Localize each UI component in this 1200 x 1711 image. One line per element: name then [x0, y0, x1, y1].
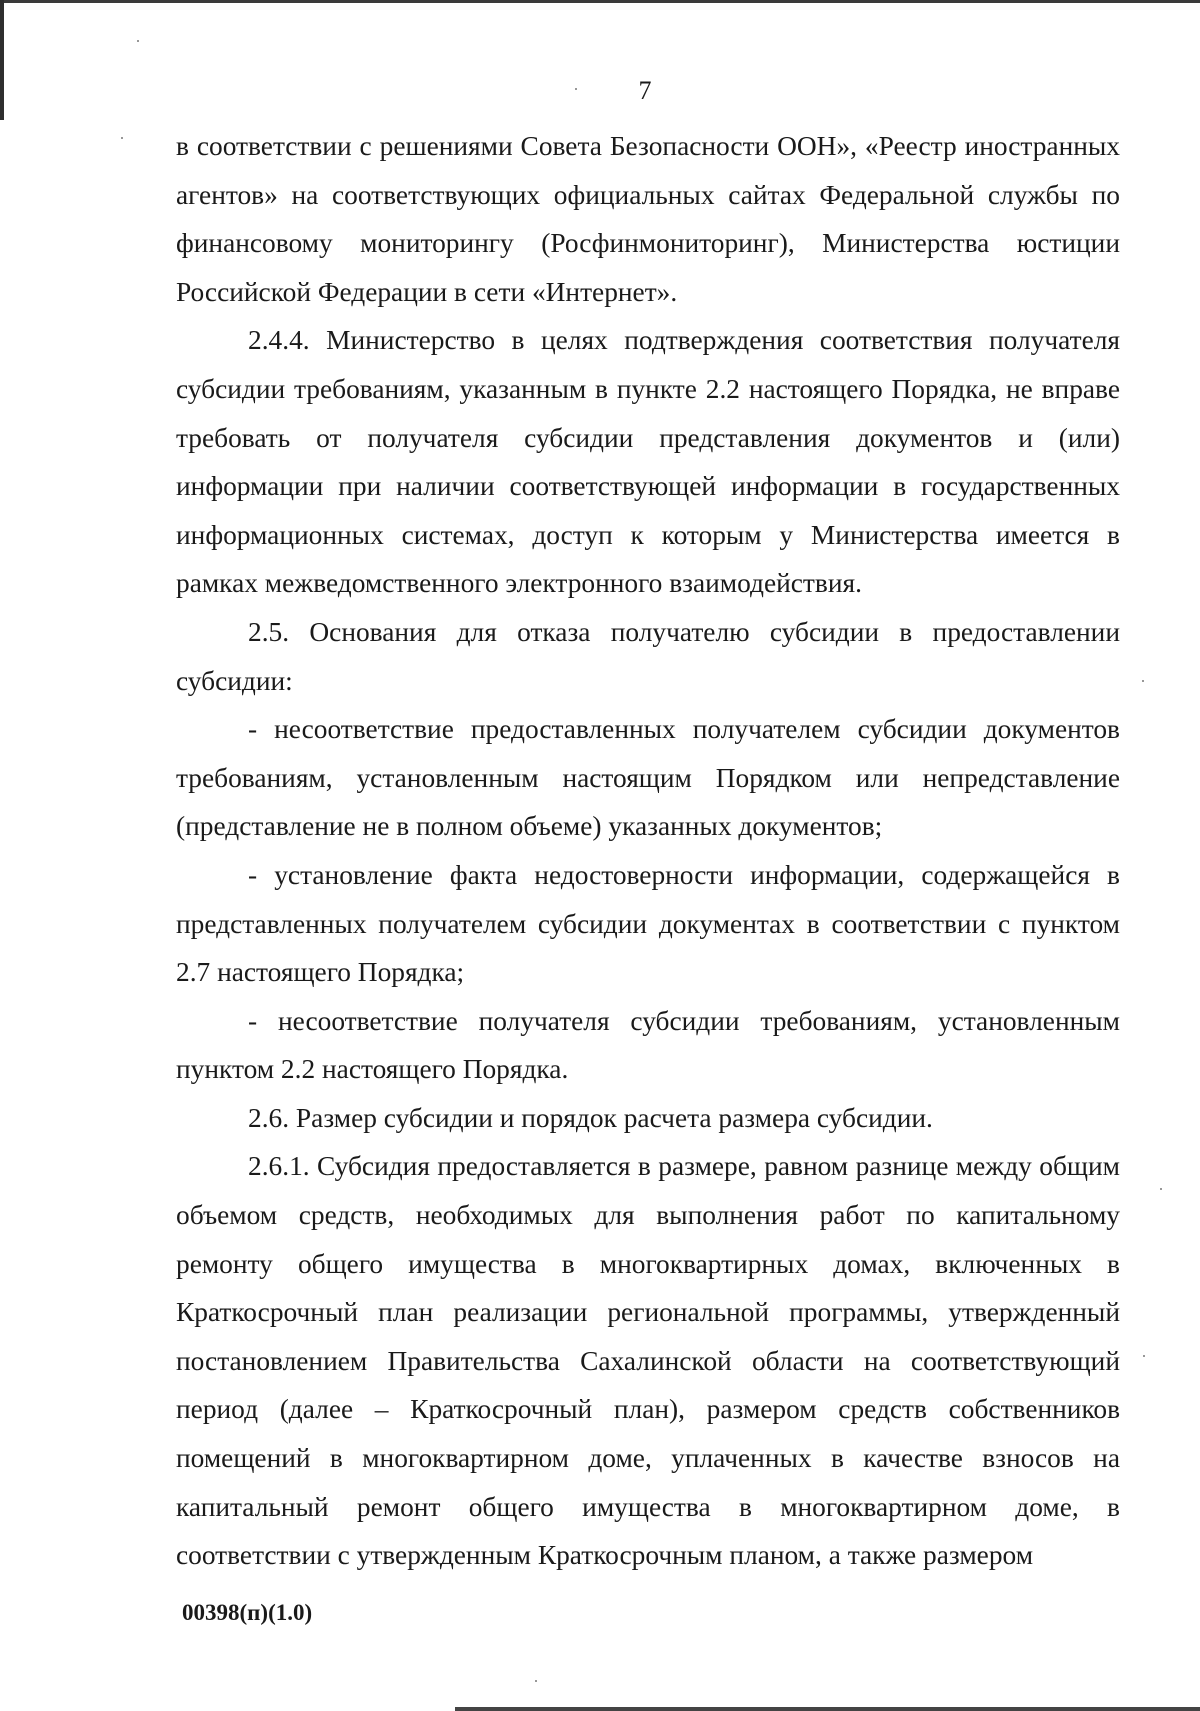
- scan-top-edge: [0, 0, 1200, 3]
- list-item: - установление факта недостоверности информации, содержащейся в представленных получателем субсидии документах в соответствии с пунктом 2.7 настоящего Порядка;: [176, 859, 1120, 988]
- paragraph-2-6: 2.6. Размер субсидии и порядок расчета размера субсидии.: [248, 1102, 933, 1133]
- list-item: - несоответствие получателя субсидии требованиям, установленным пунктом 2.2 настоящего Порядка.: [176, 1005, 1120, 1085]
- scan-speck: [1142, 680, 1144, 682]
- scan-speck: [1160, 1188, 1162, 1190]
- paragraph-2-4-4: 2.4.4. Министерство в целях подтверждения соответствия получателя субсидии требованиям, указанным в пункте 2.2 настоящего Порядка, не вправе требовать от получателя субсидии представления документов и (или) информации при наличии соответствующей информации в государственных информационных системах, доступ к которым у Министерства имеется в рамках межведомственного электронного взаимодействия.: [176, 325, 1120, 599]
- list-item: - несоответствие предоставленных получателем субсидии документов требованиям, установленным настоящим Порядком или непредставление (представление не в полном объеме) указанных документов;: [176, 714, 1120, 842]
- scan-speck: [137, 40, 139, 42]
- scan-speck: [1143, 1355, 1145, 1357]
- scan-speck: [121, 137, 123, 139]
- paragraph-continuation: в соответствии с решениями Совета Безопасности ООН», «Реестр иностранных агентов» на соответствующих официальных сайтах Федеральной службы по финансовому мониторингу (Росфинмониторинг), Министерства юстиции Российской Федерации в сети «Интернет».: [176, 131, 1120, 307]
- document-body: [176, 122, 1120, 1580]
- page-number: 7: [638, 76, 652, 105]
- document-code: 00398(п)(1.0): [182, 1600, 313, 1625]
- scan-speck: [535, 1680, 537, 1682]
- scan-bottom-edge: [455, 1707, 1200, 1711]
- paragraph-2-6-1: 2.6.1. Субсидия предоставляется в размере, равном разнице между общим объемом средств, необходимых для выполнения работ по капитальному ремонту общего имущества в многоквартирных домах, включенных в Краткосрочный план реализации региональной программы, утвержденный постановлением Правительства Сахалинской области на соответствующий период (далее – Краткосрочный план), размером средств собственников помещений в многоквартирном доме, уплаченных в качестве взносов на капитальный ремонт общего имущества в многоквартирном доме, в соответствии с утвержденным Краткосрочным планом, а также размером: [176, 1151, 1120, 1571]
- paragraph-2-5: 2.5. Основания для отказа получателю субсидии в предоставлении субсидии:: [176, 616, 1120, 696]
